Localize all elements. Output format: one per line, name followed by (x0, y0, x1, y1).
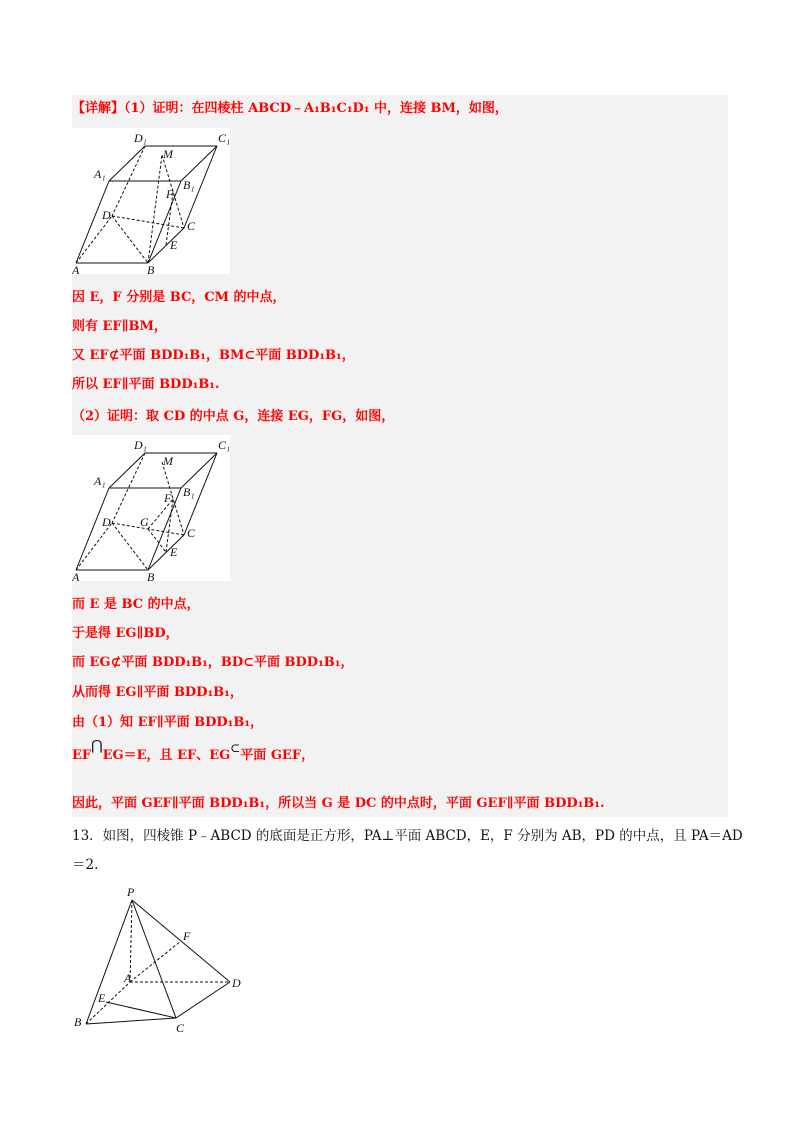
label-b: B (147, 570, 155, 581)
question-13-line1: 13．如图，四棱锥 P﹣ABCD 的底面是正方形，PA⊥平面 ABCD，E，F 分别为 AB，PD 的中点，且 PA＝AD (72, 828, 743, 844)
label-m: M (163, 454, 173, 468)
label-f: F (183, 929, 191, 943)
solution-line: 所以 EF∥平面 BDD₁B₁. (72, 377, 220, 392)
label-a: A (72, 263, 80, 274)
label-b: B (147, 263, 155, 274)
label-m: M (163, 147, 173, 161)
label-e: E (170, 545, 178, 559)
label-f: F (164, 491, 172, 505)
label-d1: D₁ (134, 131, 147, 145)
label-c: C (176, 1021, 185, 1035)
label-c: C (187, 526, 196, 540)
solution-line: 而 E 是 BC 的中点， (72, 597, 200, 612)
label-c1: C₁ (218, 438, 230, 452)
solution-line: 因 E，F 分别是 BC，CM 的中点， (72, 290, 286, 305)
label-a: A (124, 971, 132, 985)
label-d: D (102, 515, 111, 529)
label-a1: A₁ (94, 474, 106, 488)
solution-line: 于是得 EG∥BD， (72, 626, 179, 641)
label-d: D (232, 976, 241, 990)
label-a: A (72, 570, 80, 581)
label-b1: B₁ (183, 485, 195, 499)
label-c1: C₁ (218, 131, 230, 145)
solution-line-intersection: EF⋂EG＝E，且 EF、EG⊂平面 GEF， (72, 738, 315, 763)
label-a1: A₁ (94, 167, 106, 181)
pyramid-figure (72, 884, 252, 1040)
solution-line: 则有 EF∥BM， (72, 319, 167, 334)
label-b1: B₁ (183, 178, 195, 192)
subset-symbol: ⊂ (230, 741, 241, 755)
label-b: B (74, 1015, 82, 1029)
solution-line: 又 EF⊄平面 BDD₁B₁，BM⊂平面 BDD₁B₁， (72, 348, 355, 363)
label-e: E (170, 238, 178, 252)
intersection-symbol: ⋂ (91, 738, 103, 754)
solution-part1-intro: 【详解】（1）证明：在四棱柱 ABCD﹣A₁B₁C₁D₁ 中，连接 BM，如图， (72, 101, 508, 116)
solution-tag: 【详解】 (72, 101, 125, 116)
label-f: F (166, 187, 174, 201)
solution-conclusion: 因此，平面 GEF∥平面 BDD₁B₁，所以当 G 是 DC 的中点时，平面 GEF∥平面 BDD₁B₁. (72, 796, 605, 811)
label-e: E (98, 991, 106, 1005)
prism-figure-2 (72, 435, 230, 581)
prism-figure-1 (72, 128, 230, 274)
solution-part2-intro: （2）证明：取 CD 的中点 G，连接 EG，FG，如图， (72, 409, 395, 424)
label-p: P (127, 885, 135, 899)
solution-line: 由（1）知 EF∥平面 BDD₁B₁， (72, 715, 264, 730)
solution-line: 而 EG⊄平面 BDD₁B₁，BD⊂平面 BDD₁B₁， (72, 655, 354, 670)
solution-line: 从而得 EG∥平面 BDD₁B₁， (72, 685, 243, 700)
question-13-line2: ＝2. (72, 857, 99, 873)
label-d: D (102, 208, 111, 222)
label-d1: D₁ (134, 438, 147, 452)
label-c: C (187, 219, 196, 233)
label-g: G (140, 515, 149, 529)
